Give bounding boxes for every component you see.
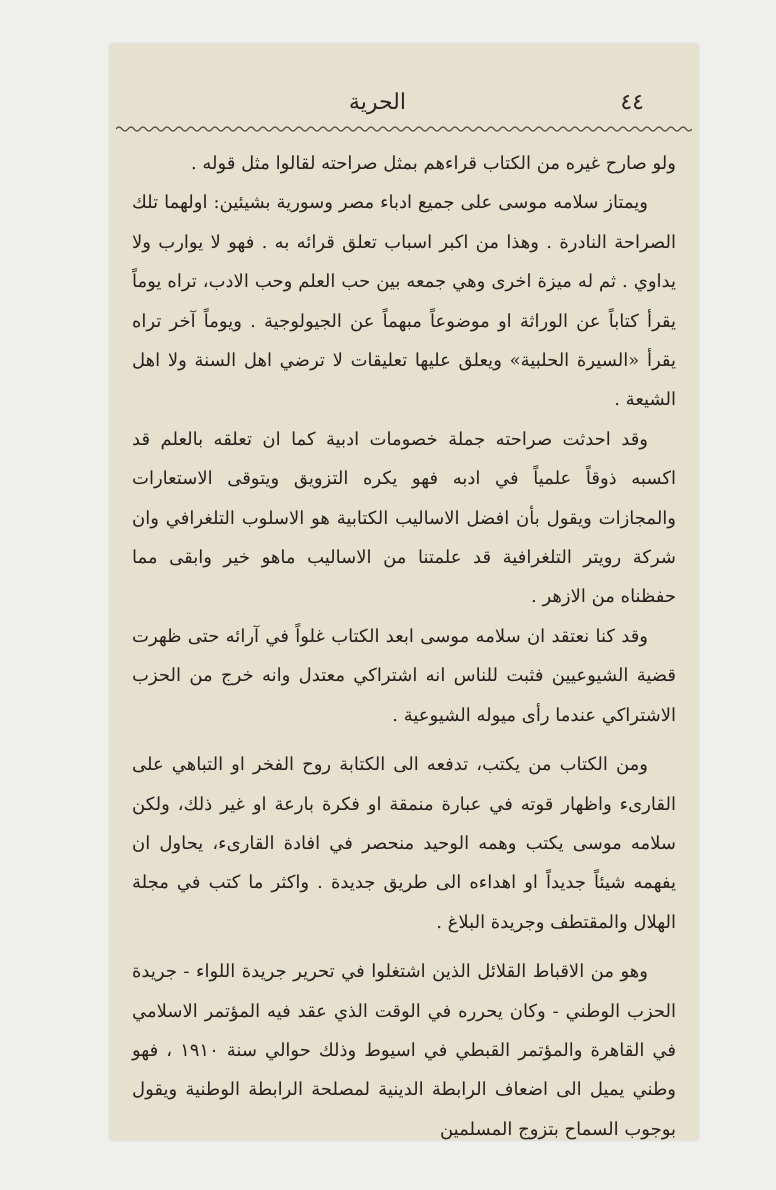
book-page [110, 44, 698, 1140]
paragraph-3: وقد احدثت صراحته جملة خصومات ادبية كما ان تعلقه بالعلم قد اكسبه ذوقاً علمياً في ادبه فهو يكره التزويق ويتوقى الاستعارات والمجازات ويقول بأن افضل الاساليب الكتابية هو الاسلوب التلغرافي وان شركة رويتر التلغرافية قد علمتنا من الاساليب ماهو خير وابقى مما حفظناه من الازهر . [132, 428, 676, 608]
page-header [110, 44, 698, 126]
paragraph-4: وقد كنا نعتقد ان سلامه موسى ابعد الكتاب غلواً في آرائه حتى ظهرت قضية الشيوعيين فثبت للناس انه اشتراكي معتدل وانه خرج من الحزب الاشتراكي عندما رأى ميوله الشيوعية . [132, 625, 676, 726]
paragraph-1: ولو صارح غيره من الكتاب قراءهم بمثل صراحته لقالوا مثل قوله . [190, 153, 676, 174]
header-divider [116, 124, 692, 134]
page-number: ٤٤ [620, 90, 644, 115]
paragraph-2: ويمتاز سلامه موسى على جميع ادباء مصر وسورية بشيئين: اولهما تلك الصراحة النادرة . وهذا من اكبر اسباب تعلق قرائه به . فهو لا يوارب ولا يداوي . ثم له ميزة اخرى وهي جمعه بين حب العلم وحب الادب، تراه يوماً يقرأ كتاباً عن الوراثة او موضوعاً مبهماً عن الجيولوجية . ويوماً آخر تراه يقرأ «السيرة الحلبية» ويعلق عليها تعليقات لا ترضي اهل السنة ولا اهل الشيعة . [132, 192, 676, 411]
paragraph-6: وهو من الاقباط القلائل الذين اشتغلوا في تحرير جريدة اللواء - جريدة الحزب الوطني - وكان يحرره في الوقت الذي عقد فيه المؤتمر الاسلامي في القاهرة والمؤتمر القبطي في اسيوط وذلك حوالي سنة ١٩١٠ ، فهو وطني يميل الى اضعاف الرابطة الدينية لمصلحة الرابطة الوطنية ويقول بوجوب السماح بتزوج المسلمين [132, 961, 677, 1140]
running-title: الحرية [348, 90, 406, 115]
paragraph-5: ومن الكتاب من يكتب، تدفعه الى الكتابة روح الفخر او التباهي على القارىء واظهار قوته في عبارة منمقة او فكرة بارعة او غير ذلك، ولكن سلامه موسى يكتب وهمه الوحيد منحصر في افادة القارىء، يحاول ان يفهمه شيئاً جديداً او اهداءه الى طريق جديدة . واكثر ما كتب في مجلة الهلال والمقتطف وجريدة البلاغ . [132, 754, 676, 933]
body-text [132, 144, 676, 1149]
